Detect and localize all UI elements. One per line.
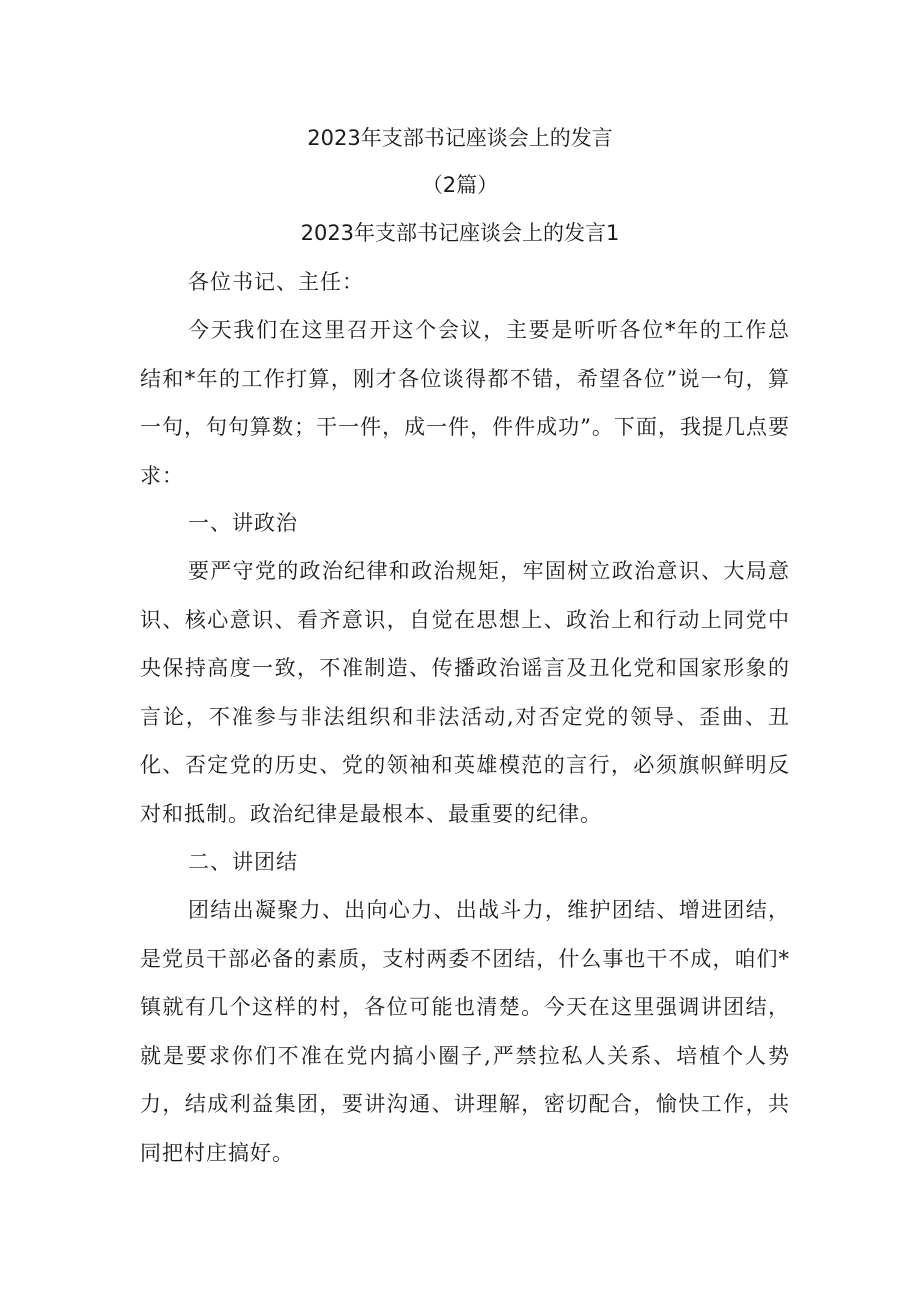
section-heading-unity: 二、讲团结 [188, 850, 298, 874]
section-heading-politics: 一、讲政治 [188, 511, 298, 535]
document-subtitle: 2023年支部书记座谈会上的发言1 [300, 221, 620, 245]
intro-paragraph: 今天我们在这里召开这个会议，主要是听听各位*年的工作总结和*年的工作打算，刚才各位谈得都不错，希望各位”说一句，算一句，句句算数；干一件，成一件，件件成功”。下面，我提几点要求： [140, 318, 790, 488]
document-count-note: （2篇） [421, 173, 499, 197]
section-body-unity: 团结出凝聚力、出向心力、出战斗力，维护团结、增进团结，是党员干部必备的素质，支村两委不团结，什么事也干不成，咱们*镇就有几个这样的村，各位可能也清楚。今天在这里强调讲团结，就是要求你们不准在党内搞小圈子,严禁拉私人关系、培植个人势力，结成利益集团，要讲沟通、讲理解，密切配合，愉快工作，共同把村庄搞好。 [140, 898, 790, 1165]
section-body-politics: 要严守党的政治纪律和政治规矩，牢固树立政治意识、大局意识、核心意识、看齐意识，自觉在思想上、政治上和行动上同党中央保持高度一致，不准制造、传播政治谣言及丑化党和国家形象的言论，不准参与非法组织和非法活动,对否定党的领导、歪曲、丑化、否定党的历史、党的领袖和英雄模范的言行，必须旗帜鲜明反对和抵制。政治纪律是最根本、最重要的纪律。 [140, 559, 790, 826]
document-title: 2023年支部书记座谈会上的发言 [307, 126, 613, 150]
salutation: 各位书记、主任： [188, 270, 364, 294]
